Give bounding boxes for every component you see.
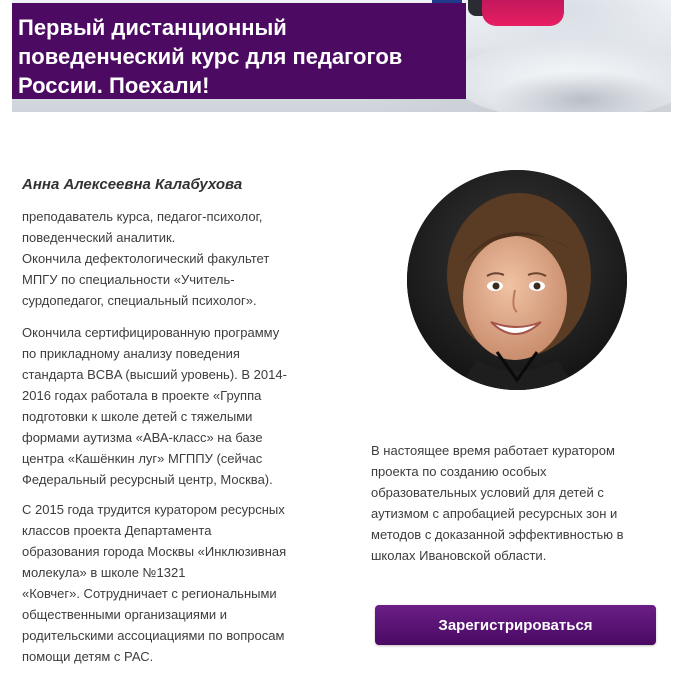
current-line-5: методов с доказанной эффективностью в: [371, 527, 624, 542]
bio-paragraph-1: [22, 206, 314, 311]
bio-3-line-1: С 2015 года трудится куратором ресурсных: [22, 502, 285, 517]
bio-1-line-5: сурдопедагог, специальный психолог».: [22, 293, 257, 308]
banner-title-line-3: России. Поехали!: [18, 73, 210, 98]
bio-3-line-8: помощи детям с РАС.: [22, 649, 154, 664]
bio-paragraph-3: [22, 499, 314, 667]
bio-2-line-3: стандарта BCBA (высший уровень). В 2014-: [22, 367, 287, 382]
bio-2-line-5: подготовки к школе детей с тяжелыми: [22, 409, 253, 424]
bio-3-line-2: классов проекта Департамента: [22, 523, 212, 538]
current-work-text: [371, 440, 656, 566]
bio-3-line-3: образования города Москвы «Инклюзивная: [22, 544, 287, 559]
banner-skate-pink: [482, 0, 564, 26]
current-line-2: проекта по созданию особых: [371, 464, 547, 479]
bio-2-line-6: формами аутизма «АВА-класс» на базе: [22, 430, 263, 445]
banner-title-box: [12, 3, 466, 99]
bio-3-line-6: общественными организациями и: [22, 607, 228, 622]
hero-banner: [12, 0, 671, 112]
bio-2-line-8: Федеральный ресурсный центр, Москва).: [22, 472, 273, 487]
bio-1-line-1: преподаватель курса, педагог-психолог,: [22, 209, 263, 224]
page-title: [18, 13, 458, 100]
banner-title-line-2: поведенческий курс для педагогов: [18, 44, 403, 69]
current-line-4: аутизмом с апробацией ресурсных зон и: [371, 506, 618, 521]
bio-2-line-1: Окончила сертифицированную программу: [22, 325, 280, 340]
bio-3-line-7: родительскими ассоциациями по вопросам: [22, 628, 285, 643]
bio-2-line-4: 2016 годах работала в проекте «Группа: [22, 388, 262, 403]
instructor-photo: [407, 170, 627, 390]
bio-1-line-3: Окончила дефектологический факультет: [22, 251, 270, 266]
current-line-1: В настоящее время работает куратором: [371, 443, 615, 458]
bio-2-line-2: по прикладному анализу поведения: [22, 346, 240, 361]
bio-paragraph-2: [22, 322, 314, 490]
bio-1-line-4: МПГУ по специальности «Учитель-: [22, 272, 235, 287]
instructor-name: Анна Алексеевна Калабухова: [22, 176, 243, 193]
current-line-6: школах Ивановской области.: [371, 548, 547, 563]
portrait-photo-icon: [407, 170, 627, 390]
current-line-3: образовательных условий для детей с: [371, 485, 604, 500]
banner-title-line-1: Первый дистанционный: [18, 15, 287, 40]
bio-1-line-2: поведенческий аналитик.: [22, 230, 176, 245]
bio-3-line-4: молекула» в школе №1321: [22, 565, 186, 580]
bio-2-line-7: центра «Кашёнкин луг» МГППУ (сейчас: [22, 451, 263, 466]
register-button[interactable]: Зарегистрироваться: [375, 605, 656, 645]
bio-3-line-5: «Ковчег». Сотрудничает с региональными: [22, 586, 277, 601]
